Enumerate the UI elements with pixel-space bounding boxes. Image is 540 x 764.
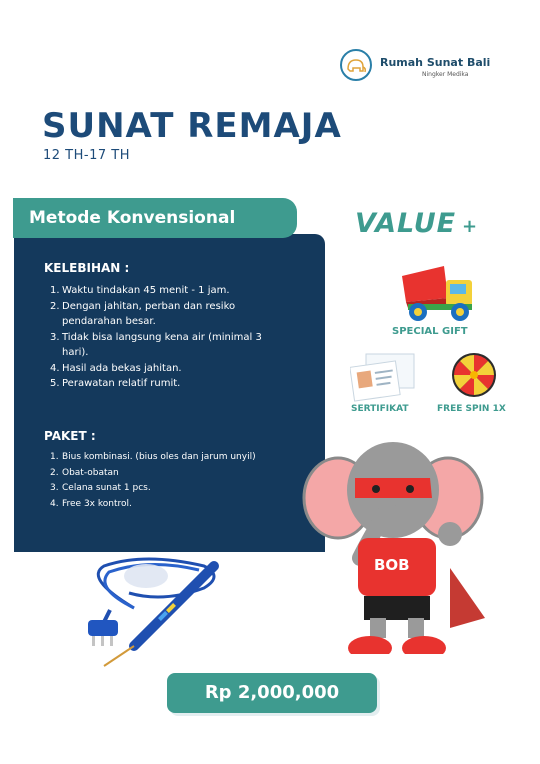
package-title: PAKET : [44, 429, 96, 443]
advantages-list [50, 283, 262, 392]
brand-logo [340, 49, 510, 83]
value-plus: + [462, 216, 478, 237]
price-badge: Rp 2,000,000 [167, 673, 377, 713]
list-item: 1. Waktu tindakan 45 menit - 1 jam. [50, 285, 230, 296]
package-list [50, 450, 256, 512]
spin-wheel-icon [449, 351, 499, 401]
list-item-continuation: hari). [62, 347, 89, 358]
elephant-logo-icon [340, 49, 372, 81]
special-gift-label: SPECIAL GIFT [392, 326, 468, 337]
elephant-mascot-icon [300, 428, 490, 668]
toy-truck-icon [398, 262, 478, 324]
list-item: 4. Free 3x kontrol. [50, 498, 132, 509]
free-spin-label: FREE SPIN 1X [437, 404, 506, 414]
list-item-continuation: pendarahan besar. [62, 316, 156, 327]
method-title: Metode Konvensional [13, 198, 297, 238]
list-item: 2. Dengan jahitan, perban dan resiko [50, 300, 236, 312]
age-range: 12 TH-17 TH [43, 148, 130, 163]
list-item: 4. Hasil ada bekas jahitan. [50, 362, 182, 374]
list-item: 3. Celana sunat 1 pcs. [50, 483, 151, 493]
brand-name: Rumah Sunat Bali [380, 56, 491, 69]
brand-subtitle: Ningker Medika [422, 71, 469, 78]
certificate-label: SERTIFIKAT [351, 404, 409, 414]
advantages-title: KELEBIHAN : [44, 261, 130, 275]
page-title: SUNAT REMAJA [42, 106, 342, 146]
value-heading: VALUE [355, 208, 457, 239]
certificate-icon [350, 352, 416, 402]
list-item: 5. Perawatan relatif rumit. [50, 378, 181, 389]
cautery-pen-icon [74, 548, 224, 668]
list-item: 2. Obat-obatan [50, 467, 119, 478]
mascot-shirt-text: BOB [374, 556, 410, 574]
list-item: 1. Bius kombinasi. (bius oles dan jarum unyil) [50, 452, 256, 462]
list-item: 3. Tidak bisa langsung kena air (minimal 3 [50, 331, 262, 343]
